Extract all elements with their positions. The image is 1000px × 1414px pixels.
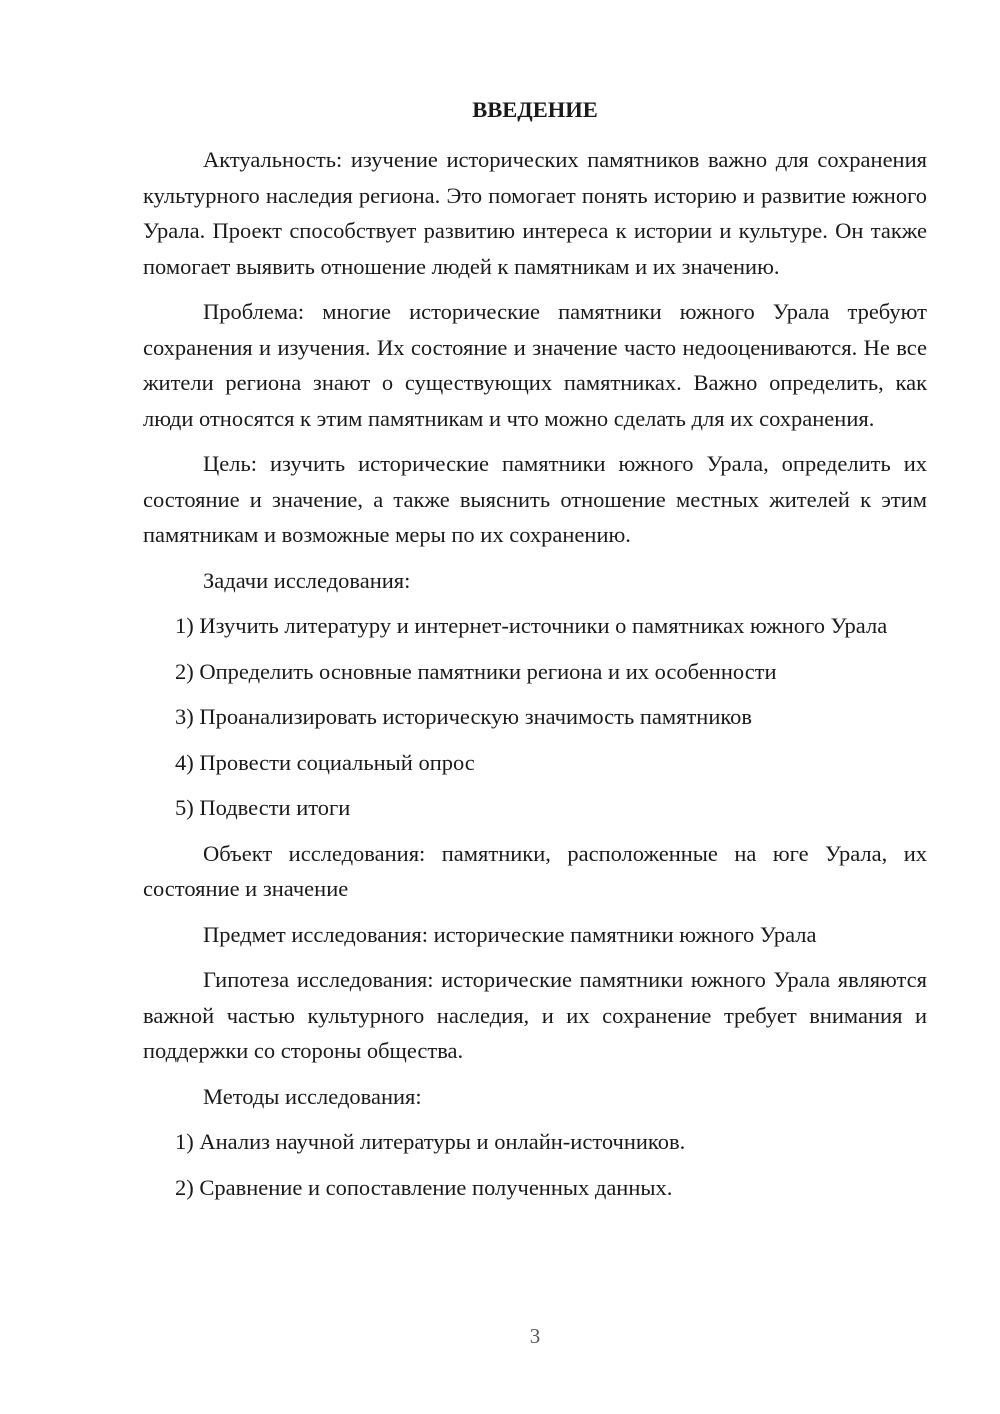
subject-paragraph: Предмет исследования: исторические памятники южного Урала bbox=[203, 921, 817, 947]
task-item: 1) Изучить литературу и интернет-источники о памятниках южного Урала bbox=[175, 613, 888, 638]
goal-paragraph: Цель: изучить исторические памятники южного Урала, определить их состояние и значение, а также выяснить отношение местных жителей к этим памятникам и возможные меры по их сохранению. bbox=[143, 451, 927, 547]
task-item: 4) Провести социальный опрос bbox=[175, 749, 475, 775]
task-item: 2) Определить основные памятники региона и их особенности bbox=[175, 658, 777, 684]
hypothesis-paragraph: Гипотеза исследования: исторические памятники южного Урала являются важной частью культурного наследия, и их сохранение требует внимания и поддержки со стороны общества. bbox=[143, 967, 927, 1063]
task-item: 3) Проанализировать историческую значимость памятников bbox=[175, 704, 753, 729]
document-page bbox=[143, 92, 927, 1215]
tasks-title: Задачи исследования: bbox=[203, 567, 411, 593]
page-number: 3 bbox=[529, 1324, 541, 1348]
section-heading: ВВЕДЕНИЕ bbox=[472, 97, 598, 122]
problem-paragraph: Проблема: многие исторические памятники южного Урала требуют сохранения и изучения. Их состояние и значение часто недооцениваются. Не все жители региона знают о существующих памятниках. Важно определить, как люди относятся к этим памятникам и что можно сделать для их сохранения. bbox=[143, 299, 927, 431]
object-paragraph: Объект исследования: памятники, расположенные на юге Урала, их состояние и значение bbox=[143, 840, 927, 901]
relevance-paragraph: Актуальность: изучение исторических памятников важно для сохранения культурного наследия региона. Это помогает понять историю и развитие южного Урала. Проект способствует развитию интереса к истории и культуре. Он также помогает выявить отношение людей к памятникам и их значению. bbox=[143, 147, 927, 279]
methods-title: Методы исследования: bbox=[203, 1083, 422, 1109]
method-item: 2) Сравнение и сопоставление полученных данных. bbox=[175, 1174, 673, 1200]
task-item: 5) Подвести итоги bbox=[175, 795, 351, 820]
method-item: 1) Анализ научной литературы и онлайн-источников. bbox=[175, 1129, 686, 1154]
